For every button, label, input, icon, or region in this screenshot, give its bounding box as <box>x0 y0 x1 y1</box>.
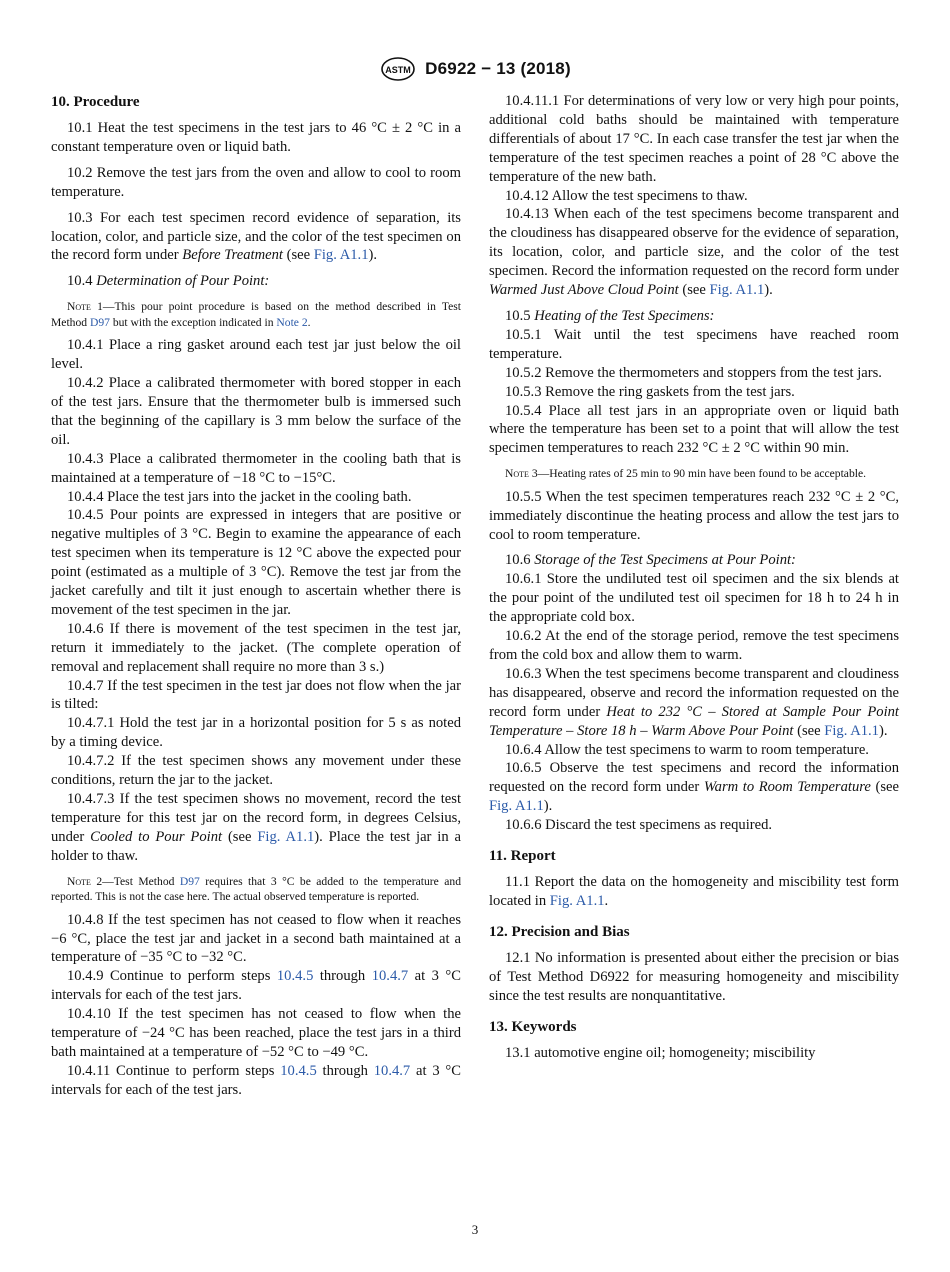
right-column <box>489 92 899 1062</box>
paragraph-10-4-4: 10.4.4 Place the test jars into the jacket in the cooling bath. <box>67 488 412 505</box>
step-10-4-7-link[interactable]: 10.4.7 <box>371 968 409 985</box>
paragraph-10-4-7-2: 10.4.7.2 If the test specimen shows any movement under these conditions, return the jar to the jacket. <box>51 753 461 789</box>
page-number: 3 <box>471 1222 479 1237</box>
left-column <box>51 92 461 1100</box>
paragraph-10-4-7: 10.4.7 If the test specimen in the test jar does not flow when the jar is tilted: <box>51 677 461 713</box>
fig-a1-1-link[interactable]: Fig. A1.1 <box>489 798 544 815</box>
paragraph-10-4-1: 10.4.1 Place a ring gasket around each test jar just below the oil level. <box>51 337 461 373</box>
step-10-4-7-link[interactable]: 10.4.7 <box>373 1062 411 1079</box>
paragraph-10-4-13: 10.4.13 When each of the test specimens become transparent and the cloudiness has disappeared observe for the evidence of separation, its location, color, and particle size, and the color of the test specimen. Record the information requested on the record form under Warmed Just Above Cloud Point (see Fig. A1.1). <box>489 206 899 299</box>
fig-a1-1-link[interactable]: Fig. A1.1 <box>709 282 765 299</box>
step-10-4-5-link[interactable]: 10.4.5 <box>280 1062 317 1079</box>
paragraph-10-4-7-3: 10.4.7.3 If the test specimen shows no movement, record the test temperature for this test jar on the record form, in degrees Celsius, under Cooled to Pour Point (see Fig. A1.1). Place the test jar in a holder to thaw. <box>51 791 461 864</box>
paragraph-10-5-4: 10.5.4 Place all test jars in an appropriate oven or liquid bath where the temperature has been set to a point that will allow the test specimen temperatures to reach 232 °C ± 2 °C within 90 min. <box>489 402 899 457</box>
paragraph-10-6-4: 10.6.4 Allow the test specimens to warm to room temperature. <box>505 741 869 758</box>
paragraph-10-6: 10.6 Storage of the Test Specimens at Pour Point: <box>505 552 796 569</box>
paragraph-10-4: 10.4 Determination of Pour Point: <box>67 273 270 290</box>
step-10-4-5-link[interactable]: 10.4.5 <box>276 968 314 985</box>
paragraph-10-4-10: 10.4.10 If the test specimen has not ceased to flow when the temperature of −24 °C has been reached, place the test jars in a third bath maintained at a temperature of −52 °C to −49 °C. <box>51 1006 461 1060</box>
paragraph-10-1: 10.1 Heat the test specimens in the test jars to 46 °C ± 2 °C in a constant temperature oven or liquid bath. <box>51 120 461 155</box>
paragraph-10-4-3: 10.4.3 Place a calibrated thermometer in the cooling bath that is maintained at a temperature of −18 °C to −15°C. <box>51 450 461 486</box>
paragraph-10-4-5: 10.4.5 Pour points are expressed in integers that are positive or negative multiples of 3 °C. Begin to examine the appearance of each test specimen when its temperature is 12 °C above the expected pour point (estimated as a multiple of 3 °C). Remove the test jar from the jacket carefully and tilt it just enough to ascertain whether there is movement of the test specimen in the jar. <box>51 507 461 618</box>
d97-link[interactable]: D97 <box>179 874 200 888</box>
note-2-link[interactable]: Note 2 <box>276 315 308 329</box>
section-heading-precision-bias: 12. Precision and Bias <box>489 923 630 940</box>
paragraph-11-1: 11.1 Report the data on the homogeneity and miscibility test form located in Fig. A1.1. <box>489 874 899 909</box>
astm-logo <box>379 56 417 82</box>
paragraph-10-4-11: 10.4.11 Continue to perform steps 10.4.5 through 10.4.7 at 3 °C intervals for each of the test jars. <box>51 1062 461 1098</box>
paragraph-10-4-2: 10.4.2 Place a calibrated thermometer with bored stopper in each of the test jars. Ensure that the thermometer bulb is immersed such that the beginning of the capillary is 3 mm below the surface of the oil. <box>51 375 461 448</box>
paragraph-10-5: 10.5 Heating of the Test Specimens: <box>505 307 715 324</box>
fig-a1-1-link[interactable]: Fig. A1.1 <box>824 722 879 739</box>
fig-a1-1-link[interactable]: Fig. A1.1 <box>549 892 605 909</box>
paragraph-10-5-3: 10.5.3 Remove the ring gaskets from the test jars. <box>505 383 795 400</box>
paragraph-10-5-5: 10.5.5 When the test specimen temperatures reach 232 °C ± 2 °C, immediately discontinue the heating process and allow the test jars to cool to room temperature. <box>489 488 899 543</box>
note-3: Note 3—Heating rates of 25 min to 90 min have been found to be acceptable. <box>505 467 867 481</box>
paragraph-10-4-7-1: 10.4.7.1 Hold the test jar in a horizontal position for 5 s as noted by a timing device. <box>51 715 461 751</box>
paragraph-13-1: 13.1 automotive engine oil; homogeneity; miscibility <box>505 1044 816 1061</box>
paragraph-10-6-1: 10.6.1 Store the undiluted test oil specimen and the six blends at the pour point of the undiluted test oil specimen for 18 h to 24 h in the appropriate cold box. <box>489 571 899 626</box>
section-heading-report: 11. Report <box>489 848 556 865</box>
page-header <box>0 56 950 82</box>
document-designation: D6922 − 13 (2018) <box>425 59 571 78</box>
svg-text:ASTM: ASTM <box>385 65 411 75</box>
paragraph-10-5-2: 10.5.2 Remove the thermometers and stoppers from the test jars. <box>505 364 882 381</box>
paragraph-10-5-1: 10.5.1 Wait until the test specimens have reached room temperature. <box>489 326 899 362</box>
fig-a1-1-link[interactable]: Fig. A1.1 <box>313 247 369 264</box>
note-2: Note 2—Test Method D97 requires that 3 °C be added to the temperature and reported. This is not the case here. The actual observed temperature is reported. <box>51 874 461 904</box>
paragraph-10-3: 10.3 For each test specimen record evidence of separation, its location, color, and particle size, and the color of the test specimen on the record form under Before Treatment (see Fig. A1.1). <box>51 209 461 264</box>
paragraph-10-4-6: 10.4.6 If there is movement of the test specimen in the test jar, return it immediately to the jacket. (The complete operation of removal and replacement shall require no more than 3 s.) <box>51 620 461 675</box>
paragraph-10-6-2: 10.6.2 At the end of the storage period, remove the test specimens from the cold box and allow them to warm. <box>489 628 899 663</box>
d97-link[interactable]: D97 <box>89 315 110 329</box>
section-heading-procedure: 10. Procedure <box>51 94 140 110</box>
paragraph-10-6-3: 10.6.3 When the test specimens become transparent and cloudiness has disappeared, observe and record the information requested on the record form under Heat to 232 °C – Stored at Sample Pour Point Temperature – Store 18 h – Warm Above Pour Point (see Fig. A1.1). <box>489 665 899 739</box>
paragraph-10-4-11-1: 10.4.11.1 For determinations of very low or very high pour points, additional cold baths should be maintained with temperature differentials of about 17 °C. In each case transfer the test jar when the temperature of the test specimen reaches a point of 28 °C above the temperature of the new bath. <box>489 93 899 185</box>
paragraph-10-4-8: 10.4.8 If the test specimen has not ceased to flow when it reaches −6 °C, place the test jar and jacket in a second bath maintained at a temperature of −35 °C to −32 °C. <box>51 911 461 966</box>
note-1: Note 1—This pour point procedure is based on the method described in Test Method D97 but with the exception indicated in Note 2. <box>51 300 461 329</box>
paragraph-10-4-9: 10.4.9 Continue to perform steps 10.4.5 through 10.4.7 at 3 °C intervals for each of the test jars. <box>51 968 461 1004</box>
paragraph-10-6-6: 10.6.6 Discard the test specimens as required. <box>505 817 773 834</box>
paragraph-10-6-5: 10.6.5 Observe the test specimens and record the information requested on the record form under Warm to Room Temperature (see Fig. A1.1). <box>489 760 899 815</box>
paragraph-10-2: 10.2 Remove the test jars from the oven and allow to cool to room temperature. <box>51 164 461 200</box>
paragraph-12-1: 12.1 No information is presented about either the precision or bias of Test Method D6922 for measuring homogeneity and miscibility since the test results are nonquantitative. <box>489 949 899 1004</box>
section-heading-keywords: 13. Keywords <box>489 1018 577 1035</box>
paragraph-10-4-12: 10.4.12 Allow the test specimens to thaw. <box>505 187 748 204</box>
fig-a1-1-link[interactable]: Fig. A1.1 <box>257 828 315 845</box>
